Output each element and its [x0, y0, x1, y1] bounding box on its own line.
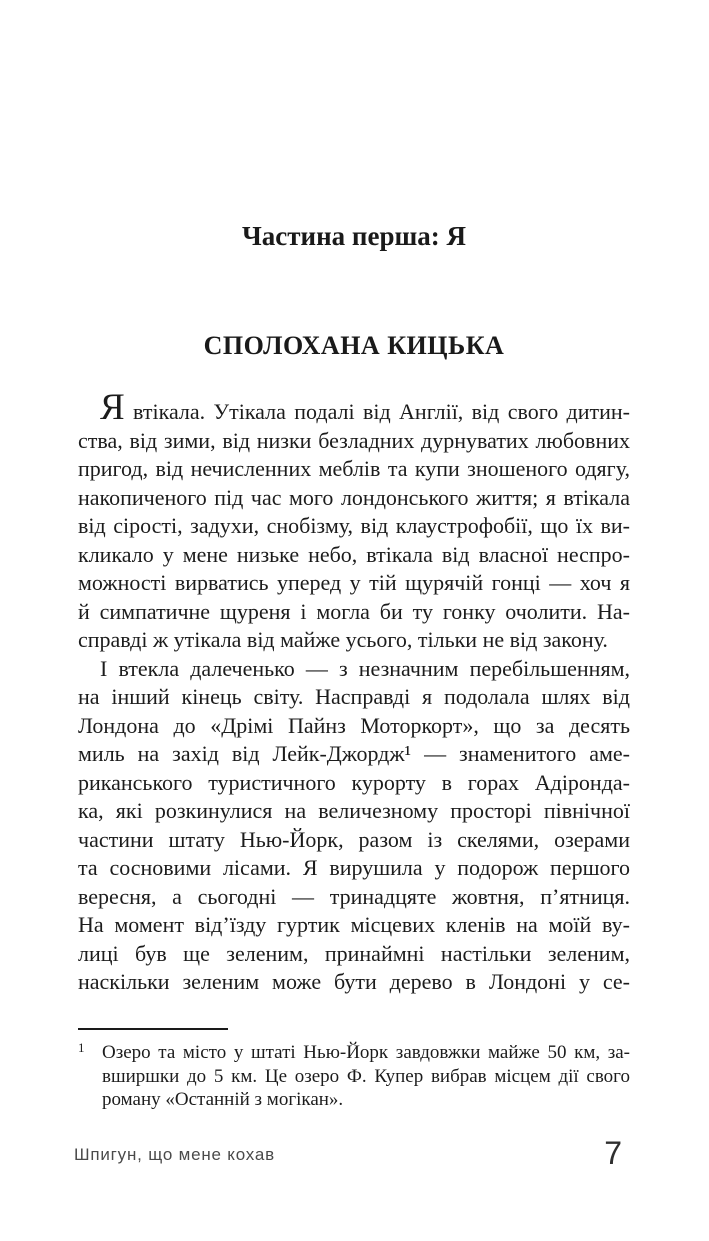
text-line: й симпатичне щуреня і могла би ту гонку очолити. На- — [78, 598, 630, 624]
paragraph-1 — [78, 387, 631, 655]
footnote-separator — [78, 1028, 228, 1030]
text-line: На момент від’їзду гуртик місцевих кленів на моїй ву- — [78, 912, 630, 937]
text-line: та сосновими лісами. Я вирушила у подорож першого — [78, 855, 630, 880]
footnote-line: Озеро та місто у штаті Нью-Йорк завдовжки майже 50 км, за- — [102, 1042, 630, 1063]
text-line — [78, 387, 631, 428]
page-number: 7 — [604, 1135, 622, 1171]
text-line: І втекла далеченько — з незначним перебільшенням, — [100, 655, 630, 681]
text-line: наскільки зеленим може бути дерево в Лондоні у се- — [78, 969, 630, 994]
text-line: частини штату Нью-Йорк, разом із скелями, озерами — [78, 826, 630, 852]
text-line: кликало у мене низьке небо, втікала від власної неспро- — [78, 541, 630, 567]
text-line: миль на захід від Лейк-Джордж¹ — знаменитого аме- — [78, 741, 630, 766]
text-line: накопиченого під час мого лондонського життя; я втікала — [78, 484, 630, 510]
running-title: Шпигун, що мене кохав — [74, 1145, 275, 1164]
text-line: від сірості, задухи, снобізму, від клаустрофобії, що їх ви- — [78, 513, 630, 538]
body-text — [78, 387, 631, 997]
page-content — [74, 0, 631, 1241]
line-text: втікала. Утікала подалі від Англії, від свого дитин- — [133, 399, 631, 424]
text-line: Лондона до «Дрімі Пайнз Моторкорт», що за десять — [78, 712, 630, 738]
footnote-marker: 1 — [78, 1040, 85, 1055]
footnote — [78, 1041, 630, 1112]
text-line: пригод, від нечисленних меблів та купи зношеного одягу, — [78, 456, 630, 481]
text-line: риканського туристичного курорту в горах Адіронда- — [78, 769, 630, 795]
text-line: справді ж утікала від майже усього, тільки не від закону. — [78, 627, 608, 652]
paragraph-2 — [78, 655, 630, 997]
chapter-heading: СПОЛОХАНА КИЦЬКА — [203, 331, 505, 360]
text-line: ства, від зими, від низки безладних дурнуватих любовних — [78, 427, 630, 453]
footnote-line: вширшки до 5 км. Це озеро Ф. Купер вибрав місцем дії свого — [102, 1065, 630, 1087]
text-line: на інший кінець світу. Насправді я подолала шлях від — [78, 684, 630, 709]
footnote-line: роману «Останній з могікан». — [102, 1089, 344, 1110]
text-line: лиці був ще зеленим, принаймні настільки зеленим, — [78, 940, 630, 966]
part-heading: Частина перша: Я — [241, 221, 466, 251]
initial-letter: Я — [100, 387, 125, 428]
text-line: вересня, а сьогодні — тринадцяте жовтня, п’ятниця. — [78, 883, 630, 909]
text-line: можності вирватись уперед у тій щурячій гонці — хоч я — [78, 570, 630, 595]
text-line: ка, які розкинулися на величезному просторі північної — [78, 798, 630, 823]
